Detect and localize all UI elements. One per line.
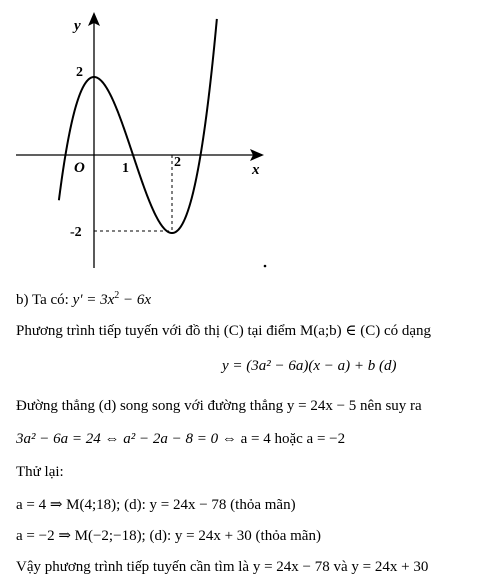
tangent-equation: y = (3a² − 6a)(x − a) + b (d) — [222, 358, 397, 374]
line-tangent-form: Phương trình tiếp tuyến với đồ thị (C) tại điểm M(a;b) ∈ (C) có dạng — [16, 323, 432, 339]
derivative-tail: − 6x — [119, 292, 152, 308]
line-solve — [16, 430, 345, 448]
solve-equation: 3a² − 6a = 24 ⇔ a² − 2a − 8 = 0 — [16, 431, 219, 447]
line-b — [16, 287, 151, 309]
function-graph — [0, 0, 480, 280]
solve-result: ⇔ a = 4 hoặc a = −2 — [218, 431, 346, 447]
tick-x-2: 2 — [174, 155, 181, 170]
line-b-prefix: b) Ta có: — [16, 292, 69, 308]
derivative-main: y' = 3x — [72, 292, 115, 308]
line-b-derivative — [73, 292, 151, 308]
tick-y-bottom: -2 — [70, 225, 82, 240]
y-axis-label: y — [74, 18, 81, 34]
tick-y-top: 2 — [76, 65, 83, 80]
x-axis-label: x — [252, 162, 260, 178]
origin-label: O — [74, 160, 85, 176]
cubic-curve — [59, 19, 217, 233]
line-case-2: a = −2 ⇒ M(−2;−18); (d): y = 24x + 30 (thỏa mãn) — [16, 528, 321, 544]
line-case-1: a = 4 ⇒ M(4;18); (d): y = 24x − 78 (thỏa mãn) — [16, 497, 296, 513]
line-parallel: Đường thẳng (d) song song với đường thẳng y = 24x − 5 nên suy ra — [16, 398, 422, 414]
stray-dot — [264, 265, 267, 268]
tick-x-1: 1 — [122, 161, 129, 176]
derivative-exponent: 2 — [114, 290, 120, 301]
line-check: Thử lại: — [16, 464, 64, 480]
line-conclusion: Vậy phương trình tiếp tuyến cần tìm là y = 24x − 78 và y = 24x + 30 — [16, 559, 429, 575]
